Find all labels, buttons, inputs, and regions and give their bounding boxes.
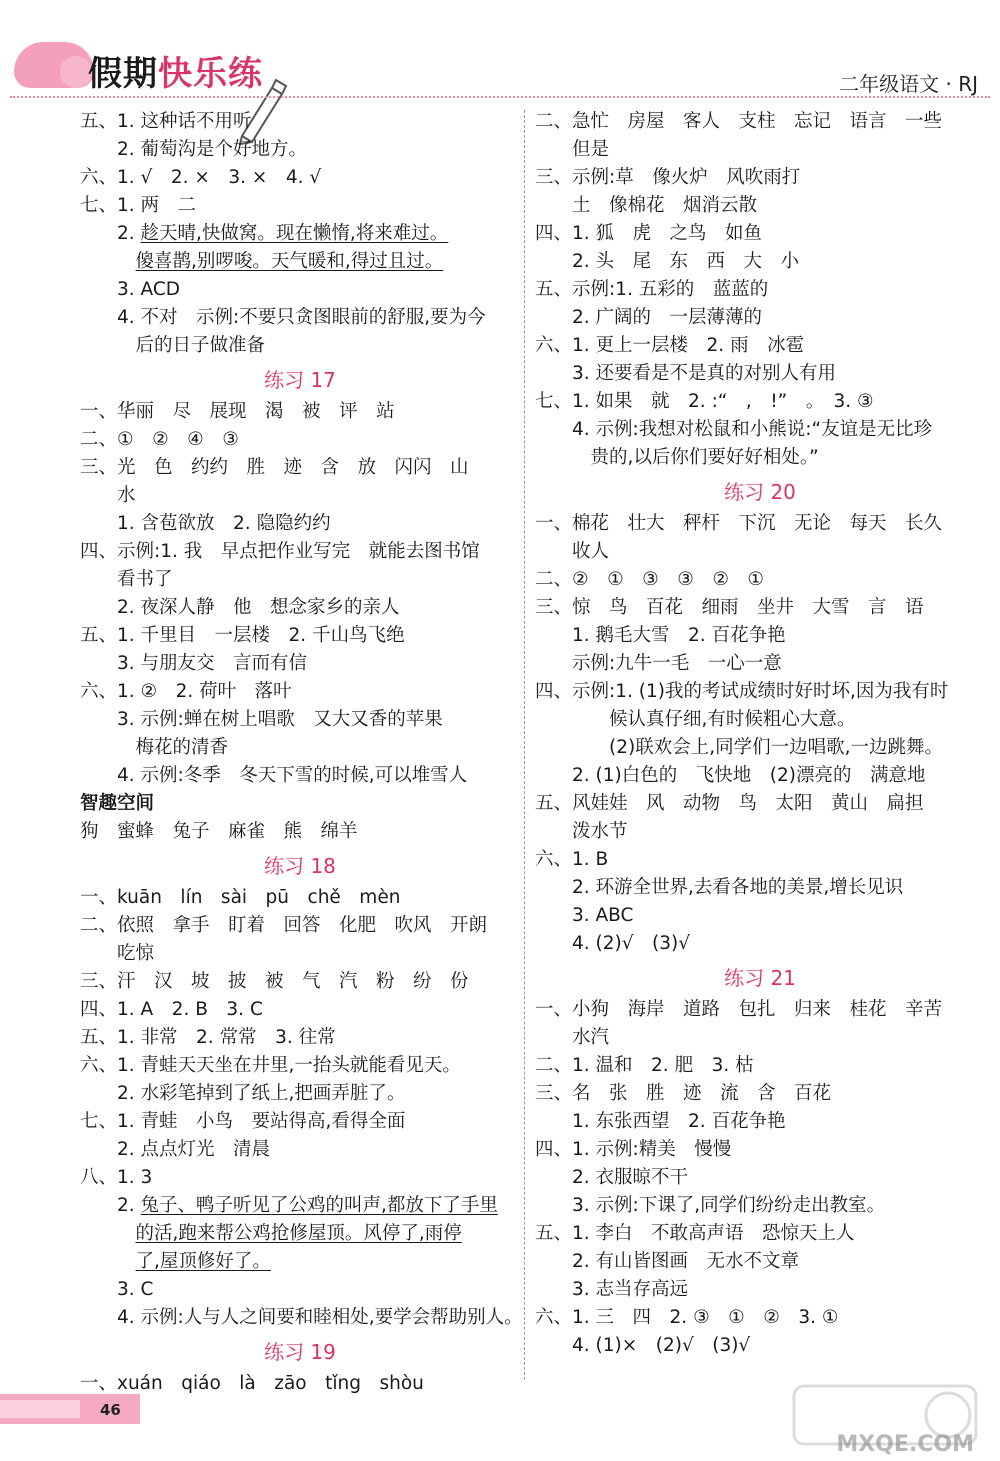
answer-line: 2. 广阔的 一层薄薄的	[535, 307, 763, 328]
column-divider	[524, 110, 525, 1380]
answer-line: 七、1. 两 二	[80, 195, 197, 216]
answer-line: 一、小狗 海岸 道路 包扎 归来 桂花 辛苦	[535, 999, 943, 1020]
answer-line: 五、1. 非常 2. 常常 3. 往常	[80, 1027, 336, 1048]
answer-line: 六、1. 更上一层楼 2. 雨 冰雹	[535, 335, 805, 356]
logo-text-part1: 假期	[88, 54, 158, 94]
answer-line	[80, 220, 520, 248]
answer-line: 三、名 张 胜 迹 流 含 百花	[535, 1083, 832, 1104]
page-number: 46	[100, 1401, 121, 1419]
answer-line: 3. 志当存高远	[535, 1279, 689, 1300]
answer-line: 2. 衣服晾不干	[535, 1167, 689, 1188]
answer-line: 二、② ① ③ ③ ② ①	[535, 569, 765, 590]
answer-line: 后的日子做准备	[80, 335, 266, 356]
left-column	[80, 108, 523, 1398]
answer-line: 2. 水彩笔掉到了纸上,把画弄脏了。	[80, 1083, 406, 1104]
answer-line: 三、示例:草 像火炉 风吹雨打	[535, 167, 801, 188]
underlined-answer: 的活,跑来帮公鸡抢修屋顶。风停了,雨停	[135, 1223, 462, 1244]
answer-line: 1. 鹅毛大雪 2. 百花争艳	[535, 625, 786, 646]
answer-line: 七、1. 如果 就 2. :“ , !” 。 3. ③	[535, 391, 874, 412]
underlined-answer: 了,屋顶修好了。	[135, 1251, 271, 1272]
answer-line: 吃惊	[80, 943, 155, 964]
section-title: 练习 20	[724, 480, 796, 504]
answer-line: 收人	[535, 541, 610, 562]
answer-line: 五、示例:1. 五彩的 蓝蓝的	[535, 279, 769, 300]
answer-line: 五、1. 这种话不用听	[80, 111, 252, 132]
logo-text-part2: 快乐练	[158, 54, 263, 94]
underlined-answer: 趁天晴,快做窝。现在懒惰,将来难过。	[140, 223, 449, 244]
answer-line: 五、风娃娃 风 动物 鸟 太阳 黄山 扁担	[535, 793, 924, 814]
answer-line: 2. (1)白色的 飞快地 (2)漂亮的 满意地	[535, 765, 926, 786]
answer-line: 一、kuān lín sài pū chě mèn	[80, 887, 401, 908]
answer-line: 一、xuán qiáo là zāo tǐng shòu	[80, 1373, 424, 1394]
answer-line: 二、1. 温和 2. 肥 3. 枯	[535, 1055, 754, 1076]
section-title: 练习 19	[264, 1340, 336, 1364]
section-title: 练习 21	[724, 966, 796, 990]
answer-line: 2. 夜深人静 他 想念家乡的亲人	[80, 597, 400, 618]
answer-prefix	[80, 1251, 136, 1272]
answer-line: 水	[80, 485, 136, 506]
answer-line: 示例:九牛一毛 一心一意	[535, 653, 782, 674]
answer-line: 二、急忙 房屋 客人 支柱 忘记 语言 一些	[535, 111, 943, 132]
answer-line: 3. ACD	[80, 279, 181, 300]
answer-line: 3. 与朋友交 言而有信	[80, 653, 308, 674]
answer-line: 3. ABC	[535, 905, 634, 926]
answer-line: 候认真仔细,有时候粗心大意。	[535, 709, 856, 730]
subsection-title: 智趣空间	[80, 793, 155, 814]
watermark-text: MXQE.COM	[836, 1432, 974, 1457]
answer-line: 一、华丽 尽 展现 渴 被 评 站	[80, 401, 395, 422]
answer-prefix: 2.	[80, 223, 141, 244]
answer-line: 3. 还要看是不是真的对别人有用	[535, 363, 837, 384]
answer-line: 四、示例:1. (1)我的考试成绩时好时坏,因为我有时	[535, 681, 949, 702]
answer-line: 3. C	[80, 1279, 154, 1300]
answer-line	[80, 1248, 520, 1276]
answer-prefix: 2.	[80, 1195, 141, 1216]
answer-prefix	[80, 251, 136, 272]
answer-line: 五、1. 千里目 一层楼 2. 千山鸟飞绝	[80, 625, 405, 646]
answer-line: 六、1. ② 2. 荷叶 落叶	[80, 681, 292, 702]
answer-line: 4. 不对 示例:不要只贪图眼前的舒服,要为今	[80, 307, 486, 328]
answer-line: 泼水节	[535, 821, 628, 842]
answer-line	[80, 1220, 520, 1248]
answer-line: 七、1. 青蛙 小鸟 要站得高,看得全面	[80, 1111, 406, 1132]
answer-line: 看书了	[80, 569, 173, 590]
answer-line: 五、1. 李白 不敢高声语 恐惊天上人	[535, 1223, 855, 1244]
answer-line: 八、1. 3	[80, 1167, 153, 1188]
answer-line: 2. 环游全世界,去看各地的美景,增长见识	[535, 877, 904, 898]
answer-line: 4. 示例:人与人之间要和睦相处,要学会帮助别人。	[80, 1307, 523, 1328]
answer-line: 三、惊 鸟 百花 细雨 坐井 大雪 言 语	[535, 597, 924, 618]
answer-line: 2. 葡萄沟是个好地方。	[80, 139, 308, 160]
answer-line	[80, 248, 520, 276]
answer-line: 四、1. A 2. B 3. C	[80, 999, 263, 1020]
answer-line: 土 像棉花 烟消云散	[535, 195, 758, 216]
answer-line: 2. 有山皆图画 无水不文章	[535, 1251, 800, 1272]
footer-bar-light	[0, 1400, 80, 1418]
answer-line	[80, 1192, 520, 1220]
answer-line: 六、1. B	[535, 849, 609, 870]
answer-line: 六、1. √ 2. × 3. × 4. √	[80, 167, 322, 188]
right-column	[535, 108, 985, 1360]
answer-line: 梅花的清香	[80, 737, 229, 758]
answer-line: 四、示例:1. 我 早点把作业写完 就能去图书馆	[80, 541, 480, 562]
answer-line: 3. 示例:下课了,同学们纷纷走出教室。	[535, 1195, 886, 1216]
answer-line: (2)联欢会上,同学们一边唱歌,一边跳舞。	[535, 737, 943, 758]
section-title: 练习 18	[264, 854, 336, 878]
header-divider	[10, 96, 990, 98]
answer-line: 4. (1)× (2)√ (3)√	[535, 1335, 751, 1356]
answer-line: 4. (2)√ (3)√	[535, 933, 691, 954]
grade-subject-label: 二年级语文 · RJ	[839, 72, 978, 96]
answer-line: 一、棉花 壮大 秤杆 下沉 无论 每天 长久	[535, 513, 943, 534]
answer-line: 二、依照 拿手 盯着 回答 化肥 吹风 开朗	[80, 915, 488, 936]
answer-line: 狗 蜜蜂 兔子 麻雀 熊 绵羊	[80, 821, 358, 842]
answer-line: 三、汗 汉 坡 披 被 气 汽 粉 纷 份	[80, 971, 469, 992]
answer-line: 4. 示例:我想对松鼠和小熊说:“友谊是无比珍	[535, 419, 933, 440]
answer-line: 4. 示例:冬季 冬天下雪的时候,可以堆雪人	[80, 765, 468, 786]
underlined-answer: 傻喜鹊,别啰唆。天气暖和,得过且过。	[135, 251, 444, 272]
answer-line: 1. 含苞欲放 2. 隐隐约约	[80, 513, 331, 534]
answer-line: 贵的,以后你们要好好相处。”	[535, 447, 819, 468]
answer-line: 四、1. 示例:精美 慢慢	[535, 1139, 732, 1160]
page-header	[0, 0, 1000, 100]
answer-line: 水汽	[535, 1027, 610, 1048]
section-title: 练习 17	[264, 368, 336, 392]
answer-line: 六、1. 三 四 2. ③ ① ② 3. ①	[535, 1307, 839, 1328]
answer-prefix	[80, 1223, 136, 1244]
answer-line: 1. 东张西望 2. 百花争艳	[535, 1111, 786, 1132]
answer-line: 2. 点点灯光 清晨	[80, 1139, 271, 1160]
answer-line: 2. 头 尾 东 西 大 小	[535, 251, 800, 272]
underlined-answer: 兔子、鸭子听见了公鸡的叫声,都放下了手里	[140, 1195, 498, 1216]
answer-line: 3. 示例:蝉在树上唱歌 又大又香的苹果	[80, 709, 443, 730]
answer-line: 三、光 色 约约 胜 迹 含 放 闪闪 山	[80, 457, 469, 478]
answer-line: 四、1. 狐 虎 之鸟 如鱼	[535, 223, 763, 244]
answer-line: 但是	[535, 139, 610, 160]
answer-line: 六、1. 青蛙天天坐在井里,一抬头就能看见天。	[80, 1055, 461, 1076]
answer-line: 二、① ② ④ ③	[80, 429, 239, 450]
